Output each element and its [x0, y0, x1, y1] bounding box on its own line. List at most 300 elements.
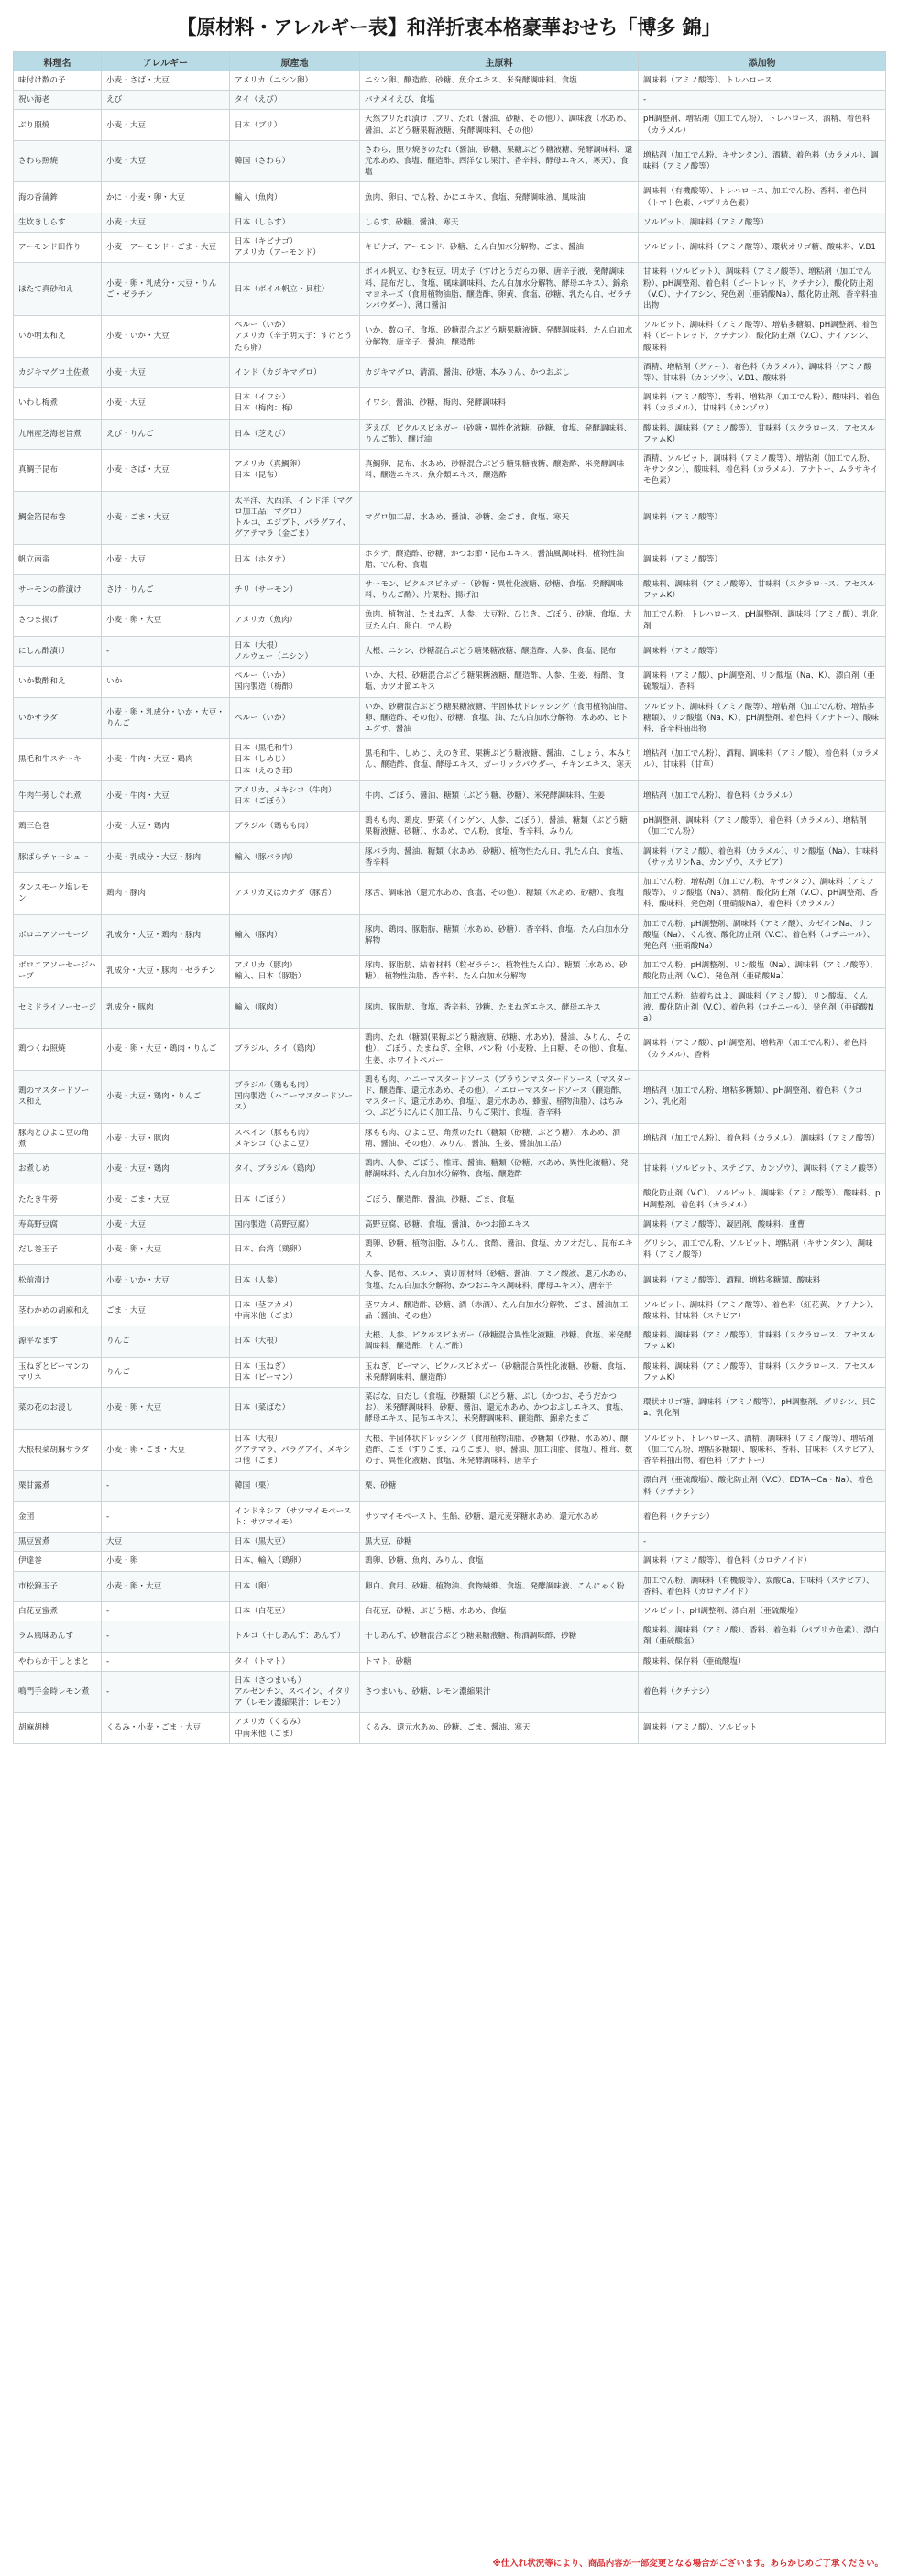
- main-ingredients-cell: 白花豆、砂糖、ぶどう糖、水あめ、食塩: [360, 1601, 639, 1621]
- allergy-cell: -: [102, 1621, 230, 1652]
- dish-name-cell: だし巻玉子: [14, 1235, 102, 1265]
- table-row: [14, 388, 886, 419]
- additives-cell: 増粘剤（加工でん粉）、酒精、調味料（アミノ酸）、着色料（カラメル）、甘味料（甘草）: [639, 739, 886, 781]
- table-row: [14, 1552, 886, 1571]
- main-ingredients-cell: サツマイモペースト、生餡、砂糖、還元麦芽糖水あめ、還元水あめ: [360, 1501, 639, 1532]
- additives-cell: 漂白剤（亜硫酸塩）、酸化防止剤（V.C）、EDTA−Ca・Na）、着色料（クチナシ）: [639, 1471, 886, 1501]
- dish-name-cell: ほたて真砂和え: [14, 263, 102, 316]
- dish-name-cell: 寿高野豆腐: [14, 1215, 102, 1234]
- origin-cell: 日本（ごぼう）: [230, 1184, 360, 1215]
- origin-cell: ブラジル（鶏もも肉） 国内製造（ハニーマスタードソース）: [230, 1070, 360, 1123]
- dish-name-cell: 伊達巻: [14, 1552, 102, 1571]
- additives-cell: 加工でん粉、pH調整剤、調味料（アミノ酸）、カゼインNa、リン酸塩（Na）、くん液、酸化防止剤（V.C）、着色料（コチニール）、発色剤（亜硝酸Na）: [639, 914, 886, 956]
- ingredients-allergy-table: [13, 51, 886, 1744]
- origin-cell: 輸入（豚肉）: [230, 987, 360, 1029]
- dish-name-cell: ボロニアソーセージハーブ: [14, 956, 102, 987]
- allergy-cell: 乳成分・大豆・鶏肉・豚肉: [102, 914, 230, 956]
- allergy-cell: えび・りんご: [102, 419, 230, 449]
- table-row: [14, 182, 886, 213]
- origin-cell: ペルー（いか） アメリカ（辛子明太子：すけとうたら卵）: [230, 316, 360, 358]
- origin-cell: 日本（しらす）: [230, 213, 360, 232]
- additives-cell: 調味料（アミノ酸等）: [639, 636, 886, 666]
- additives-cell: 調味料（アミノ酸等）、香料、増粘剤（加工でん粉）、酸味料、着色料（カラメル）、甘味料（カンゾウ）: [639, 388, 886, 419]
- main-ingredients-cell: 大根、人参、ピクルスビネガー（砂糖混合異性化液糖、砂糖、食塩、米発酵調味料、醸造酢、りんご酢）: [360, 1326, 639, 1357]
- origin-cell: アメリカ（真鯛卵） 日本（昆布）: [230, 450, 360, 492]
- main-ingredients-cell: 栗、砂糖: [360, 1471, 639, 1501]
- origin-cell: 日本（ブリ）: [230, 110, 360, 140]
- main-ingredients-cell: 豚肉、鶏肉、豚脂肪、糖類（水あめ、砂糖）、香辛料、食塩、たん白加水分解物: [360, 914, 639, 956]
- additives-cell: 酸味料、調味料（アミノ酸等）、甘味料（スクラロース、アセスルファムK）: [639, 1357, 886, 1387]
- main-ingredients-cell: 大根、半固体状ドレッシング（食用植物油脂、砂糖類（砂糖、水あめ）、醸造酢、ごま（すりごま、ねりごま）、卵、醤油、加工油脂、食塩）、椎茸、数の子、異性化液糖、食塩、米発酵調味料、唐辛子: [360, 1429, 639, 1471]
- main-ingredients-cell: 茎ワカメ、醸造酢、砂糖、酒（赤酒）、たん白加水分解物、ごま、醤油加工品（醤油、その他）: [360, 1295, 639, 1326]
- additives-cell: ソルビット、調味料（アミノ酸等）: [639, 213, 886, 232]
- dish-name-cell: いかサラダ: [14, 697, 102, 739]
- main-ingredients-cell: 黒大豆、砂糖: [360, 1533, 639, 1552]
- main-ingredients-cell: 牛肉、ごぼう、醤油、糖類（ぶどう糖、砂糖）、米発酵調味料、生姜: [360, 780, 639, 811]
- additives-cell: 調味料（アミノ酸）、pH調整剤、増粘剤（加工でん粉）、着色料（カラメル）、香料: [639, 1029, 886, 1071]
- origin-cell: スペイン（豚もも肉） メキシコ（ひよこ豆）: [230, 1123, 360, 1153]
- additives-cell: 酸味料、保存料（亜硫酸塩）: [639, 1652, 886, 1671]
- origin-cell: アメリカ（くるみ） 中南米他（ごま）: [230, 1713, 360, 1743]
- allergy-cell: りんご: [102, 1326, 230, 1357]
- additives-cell: -: [639, 1533, 886, 1552]
- additives-cell: ソルビット、調味料（アミノ酸等）、増粘剤（加工でん粉、増粘多糖類）、リン酸塩（Na、K）、pH調整剤、着色料（アナトー）、酸味料、香辛料抽出物: [639, 697, 886, 739]
- main-ingredients-cell: 鶏卵、砂糖、植物油脂、みりん、食酢、醤油、食塩、カツオだし、昆布エキス: [360, 1235, 639, 1265]
- dish-name-cell: いか明太和え: [14, 316, 102, 358]
- allergy-cell: 小麦・大豆: [102, 213, 230, 232]
- allergy-cell: くるみ・小麦・ごま・大豆: [102, 1713, 230, 1743]
- table-row: [14, 1070, 886, 1123]
- header-main-ingredients: 主原料: [360, 52, 639, 71]
- origin-cell: アメリカ（豚肉） 輸入、日本（豚脂）: [230, 956, 360, 987]
- main-ingredients-cell: 豚肉、豚脂肪、食塩、香辛料、砂糖、たまねぎエキス、酵母エキス: [360, 987, 639, 1029]
- main-ingredients-cell: いか、大根、砂糖混合ぶどう糖果糖液糖、醸造酢、人参、生姜、梅酢、食塩、カツオ節エキス: [360, 667, 639, 697]
- main-ingredients-cell: トマト、砂糖: [360, 1652, 639, 1671]
- origin-cell: 日本（ホタテ）: [230, 544, 360, 574]
- allergy-cell: -: [102, 1501, 230, 1532]
- allergy-cell: 小麦・ごま・大豆: [102, 1184, 230, 1215]
- origin-cell: 日本（イワシ） 日本（梅肉：梅）: [230, 388, 360, 419]
- origin-cell: 韓国（栗）: [230, 1471, 360, 1501]
- main-ingredients-cell: 黒毛和牛、しめじ、えのき茸、果糖ぶどう糖液糖、醤油、こしょう、本みりん、醸造酢、食塩、酵母エキス、ガーリックパウダー、チキンエキス、寒天: [360, 739, 639, 781]
- additives-cell: 調味料（アミノ酸）、pH調整剤、リン酸塩（Na、K）、漂白剤（亜硫酸塩）、香料: [639, 667, 886, 697]
- origin-cell: ブラジル（鶏もも肉）: [230, 812, 360, 842]
- additives-cell: 着色料（クチナシ）: [639, 1501, 886, 1532]
- origin-cell: 日本（卵）: [230, 1571, 360, 1601]
- allergy-cell: -: [102, 1601, 230, 1621]
- table-row: [14, 1154, 886, 1184]
- allergy-cell: -: [102, 1652, 230, 1671]
- table-row: [14, 491, 886, 544]
- main-ingredients-cell: キビナゴ、アーモンド、砂糖、たん白加水分解物、ごま、醤油: [360, 233, 639, 263]
- origin-cell: 日本（芝えび）: [230, 419, 360, 449]
- origin-cell: 日本（大根） ノルウェー（ニシン）: [230, 636, 360, 666]
- additives-cell: 酒精、ソルビット、調味料（アミノ酸等）、増粘剤（加工でん粉、キサンタン）、酸味料、着色料（カラメル）、アナトー、ムラサキイモ色素）: [639, 450, 886, 492]
- table-row: [14, 1326, 886, 1357]
- dish-name-cell: 黒豆蜜煮: [14, 1533, 102, 1552]
- dish-name-cell: お煮しめ: [14, 1154, 102, 1184]
- table-row: [14, 1713, 886, 1743]
- allergy-cell: 小麦・卵・大豆: [102, 1235, 230, 1265]
- dish-name-cell: カジキマグロ土佐煮: [14, 357, 102, 387]
- allergy-cell: さけ・りんご: [102, 574, 230, 605]
- header-allergy: アレルギー: [102, 52, 230, 71]
- dish-name-cell: 黒毛和牛ステーキ: [14, 739, 102, 781]
- allergy-cell: -: [102, 636, 230, 666]
- main-ingredients-cell: カジキマグロ、清酒、醤油、砂糖、本みりん、かつおぶし: [360, 357, 639, 387]
- origin-cell: 日本（玉ねぎ） 日本（ピーマン）: [230, 1357, 360, 1387]
- additives-cell: 調味料（アミノ酸）、着色料（カラメル）、リン酸塩（Na）、甘味料（サッカリンNa、カンゾウ、ステビア）: [639, 842, 886, 872]
- table-row: [14, 91, 886, 110]
- origin-cell: 日本、輸入（鶏卵）: [230, 1552, 360, 1571]
- additives-cell: 加工でん粉、増粘剤（加工でん粉、キサンタン）、調味料（アミノ酸等）、リン酸塩（Na）、酒精、酸化防止剤（V.C）、pH調整剤、香料、酸味料、発色剤（亜硝酸Na）、着色料（カラメル）: [639, 872, 886, 914]
- allergy-cell: 小麦・牛肉・大豆: [102, 780, 230, 811]
- origin-cell: 韓国（さわら）: [230, 140, 360, 182]
- additives-cell: 酸味料、調味料（アミノ酸等）、甘味料（スクラロース、アセスルファムK）: [639, 574, 886, 605]
- origin-cell: ブラジル、タイ（鶏肉）: [230, 1029, 360, 1071]
- dish-name-cell: 茎わかめの胡麻和え: [14, 1295, 102, 1326]
- table-row: [14, 606, 886, 636]
- dish-name-cell: 市松錦玉子: [14, 1571, 102, 1601]
- allergy-cell: 大豆: [102, 1533, 230, 1552]
- additives-cell: ソルビット、調味料（アミノ酸等）、環状オリゴ糖、酸味料、V.B1: [639, 233, 886, 263]
- additives-cell: ソルビット、pH調整剤、漂白剤（亜硫酸塩）: [639, 1601, 886, 1621]
- table-row: [14, 1671, 886, 1713]
- main-ingredients-cell: マグロ加工品、水あめ、醤油、砂糖、金ごま、食塩、寒天: [360, 491, 639, 544]
- allergy-cell: 小麦・卵・乳成分・いか・大豆・りんご: [102, 697, 230, 739]
- additives-cell: 着色料（クチナシ）: [639, 1671, 886, 1713]
- allergy-cell: 小麦・卵・大豆: [102, 1388, 230, 1430]
- dish-name-cell: 真鯛子昆布: [14, 450, 102, 492]
- allergy-cell: 小麦・乳成分・大豆・豚肉: [102, 842, 230, 872]
- table-row: [14, 842, 886, 872]
- dish-name-cell: 鶏つくね照焼: [14, 1029, 102, 1071]
- main-ingredients-cell: 天然ブリたれ漬け（ブリ、たれ（醤油、砂糖、その他））、調味液（水あめ、醤油、ぶどう糖果糖液糖、発酵調味料、その他）: [360, 110, 639, 140]
- origin-cell: アメリカ又はカナダ（豚舌）: [230, 872, 360, 914]
- additives-cell: 酸味料、調味料（アミノ酸）、香料、着色料（パプリカ色素）、漂白剤（亜硫酸塩）: [639, 1621, 886, 1652]
- origin-cell: 日本（茎ワカメ） 中南米他（ごま）: [230, 1295, 360, 1326]
- main-ingredients-cell: 豚肉、豚脂肪、結着材料（粒ゼラチン、植物性たん白）、糖類（水あめ、砂糖）、植物性油脂、香辛料、たん白加水分解物: [360, 956, 639, 987]
- origin-cell: タイ（トマト）: [230, 1652, 360, 1671]
- dish-name-cell: アーモンド田作り: [14, 233, 102, 263]
- dish-name-cell: 豚肉とひよこ豆の角煮: [14, 1123, 102, 1153]
- table-row: [14, 1357, 886, 1387]
- main-ingredients-cell: 魚肉、植物油、たまねぎ、人参、大豆粉、ひじき、ごぼう、砂糖、食塩、大豆たん白、卵白、でん粉: [360, 606, 639, 636]
- dish-name-cell: 鶏三色巻: [14, 812, 102, 842]
- main-ingredients-cell: 卵白、食用、砂糖、植物油、食物繊維、食塩、発酵調味液、こんにゃく粉: [360, 1571, 639, 1601]
- allergy-cell: 小麦・大豆: [102, 140, 230, 182]
- origin-cell: 輸入（魚肉）: [230, 182, 360, 213]
- dish-name-cell: 源平なます: [14, 1326, 102, 1357]
- main-ingredients-cell: しらす、砂糖、醤油、寒天: [360, 213, 639, 232]
- dish-name-cell: 松前漬け: [14, 1265, 102, 1295]
- main-ingredients-cell: サーモン、ビクルスビネガー（砂糖・異性化液糖、砂糖、食塩、発酵調味料、りんご酢）、片栗粉、揚げ油: [360, 574, 639, 605]
- origin-cell: ペルー（いか）: [230, 697, 360, 739]
- additives-cell: 調味料（有機酸等）、トレハロース、加工でん粉、香料、着色料（トマト色素、パプリカ色素）: [639, 182, 886, 213]
- dish-name-cell: 鶏のマスタードソース和え: [14, 1070, 102, 1123]
- table-row: [14, 1184, 886, 1215]
- allergy-cell: 小麦・卵・大豆: [102, 606, 230, 636]
- allergy-cell: 鶏肉・豚肉: [102, 872, 230, 914]
- origin-cell: 日本、台湾（鶏卵）: [230, 1235, 360, 1265]
- origin-cell: インド（カジキマグロ）: [230, 357, 360, 387]
- allergy-cell: 小麦・さば・大豆: [102, 71, 230, 91]
- origin-cell: 輸入（豚バラ肉）: [230, 842, 360, 872]
- table-row: [14, 450, 886, 492]
- main-ingredients-cell: 鶏もも肉、鶏皮、野菜（インゲン、人参、ごぼう）、醤油、糖類（ぶどう糖果糖液糖、砂糖）、水あめ、でん粉、食塩、香辛料、みりん: [360, 812, 639, 842]
- allergy-cell: 小麦・大豆・豚肉: [102, 1123, 230, 1153]
- table-row: [14, 914, 886, 956]
- origin-cell: 国内製造（高野豆腐）: [230, 1215, 360, 1234]
- additives-cell: グリシン、加工でん粉、ソルビット、増粘剤（キサンタン）、調味料（アミノ酸等）: [639, 1235, 886, 1265]
- table-row: [14, 956, 886, 987]
- table-row: [14, 1501, 886, 1532]
- table-row: [14, 263, 886, 316]
- main-ingredients-cell: 鶏もも肉、ハニーマスタードソース（ブラウンマスタードソース（マスタード、醸造酢、還元水あめ、その他）、イエローマスタードソース（醸造酢、マスタード、還元水あめ、食塩）、還元水あめ、蜂蜜、植物油脂）、はちみつ、ぶどうにんにく加工品、りんご果汁、食塩、香辛料: [360, 1070, 639, 1123]
- origin-cell: タイ（えび）: [230, 91, 360, 110]
- table-row: [14, 1652, 886, 1671]
- main-ingredients-cell: 鶏肉、たれ（糖類(果糖ぶどう糖液糖、砂糖、水あめ)、醤油、みりん、その他）、ごぼう、たまねぎ、全卵、パン粉（小麦粉、上白糖、その他）、食塩、生姜、ホワイトペパー: [360, 1029, 639, 1071]
- dish-name-cell: さわら照焼: [14, 140, 102, 182]
- main-ingredients-cell: 鶏肉、人参、ごぼう、椎茸、醤油、糖類（砂糖、水あめ、異性化液糖）、発酵調味料、たん白加水分解物、食塩、醸造酢: [360, 1154, 639, 1184]
- main-ingredients-cell: 干しあんず、砂糖混合ぶどう糖果糖液糖、梅酒調味酢、砂糖: [360, 1621, 639, 1652]
- dish-name-cell: 胡麻胡桃: [14, 1713, 102, 1743]
- footnote: ※仕入れ状況等により、商品内容が一部変更となる場合がございます。あらかじめご了承ください。: [492, 2559, 883, 2569]
- dish-name-cell: 菜の花のお浸し: [14, 1388, 102, 1430]
- dish-name-cell: 九州産芝海老旨煮: [14, 419, 102, 449]
- table-row: [14, 636, 886, 666]
- additives-cell: ソルビット、調味料（アミノ酸等）、着色料（紅花黄、クチナシ）、酸味料、甘味料（ステビア）: [639, 1295, 886, 1326]
- additives-cell: 増粘剤（加工でん粉）、着色料（カラメル）: [639, 780, 886, 811]
- table-row: [14, 419, 886, 449]
- table-row: [14, 1533, 886, 1552]
- allergy-cell: 小麦・大豆・鶏肉: [102, 812, 230, 842]
- allergy-cell: 小麦・いか・大豆: [102, 1265, 230, 1295]
- main-ingredients-cell: イワシ、醤油、砂糖、梅肉、発酵調味料: [360, 388, 639, 419]
- dish-name-cell: 海の香蒲鉾: [14, 182, 102, 213]
- main-ingredients-cell: くるみ、還元水あめ、砂糖、ごま、醤油、寒天: [360, 1713, 639, 1743]
- additives-cell: 加工でん粉、pH調整剤、リン酸塩（Na）、調味料（アミノ酸等）、酸化防止剤（V.C）、発色剤（亜硝酸Na）: [639, 956, 886, 987]
- table-row: [14, 697, 886, 739]
- additives-cell: 調味料（アミノ酸等）、酒精、増粘多糖類、酸味料: [639, 1265, 886, 1295]
- dish-name-cell: 玉ねぎとピーマンのマリネ: [14, 1357, 102, 1387]
- additives-cell: 加工でん粉、トレハロース、pH調整剤、調味料（アミノ酸）、乳化剤: [639, 606, 886, 636]
- table-row: [14, 1571, 886, 1601]
- main-ingredients-cell: ホタテ、醸造酢、砂糖、かつお節・昆布エキス、醤油風調味料、植物性油脂、でん粉、食塩: [360, 544, 639, 574]
- allergy-cell: いか: [102, 667, 230, 697]
- dish-name-cell: 帆立南蛮: [14, 544, 102, 574]
- allergy-cell: りんご: [102, 1357, 230, 1387]
- table-row: [14, 987, 886, 1029]
- origin-cell: トルコ（干しあんず：あんず）: [230, 1621, 360, 1652]
- origin-cell: タイ、ブラジル（鶏肉）: [230, 1154, 360, 1184]
- dish-name-cell: 大根根菜胡麻サラダ: [14, 1429, 102, 1471]
- main-ingredients-cell: 真鯛卵、昆布、水あめ、砂糖混合ぶどう糖果糖液糖、醸造酢、米発酵調味料、醸造エキス、魚介類エキス、醸造酢: [360, 450, 639, 492]
- allergy-cell: 小麦・ごま・大豆: [102, 491, 230, 544]
- dish-name-cell: たたき牛蒡: [14, 1184, 102, 1215]
- main-ingredients-cell: バナメイえび、食塩: [360, 91, 639, 110]
- origin-cell: 日本（さつまいも） アルゼンチン、スペイン、イタリア（レモン濃縮果汁：レモン）: [230, 1671, 360, 1713]
- additives-cell: 調味料（アミノ酸等）、凝固剤、酸味料、重曹: [639, 1215, 886, 1234]
- origin-cell: 日本（大根）: [230, 1326, 360, 1357]
- table-row: [14, 1295, 886, 1326]
- origin-cell: アメリカ（魚肉）: [230, 606, 360, 636]
- origin-cell: 日本（キビナゴ） アメリカ（アーモンド）: [230, 233, 360, 263]
- origin-cell: アメリカ（ニシン卵）: [230, 71, 360, 91]
- allergy-cell: ごま・大豆: [102, 1295, 230, 1326]
- main-ingredients-cell: 高野豆腐、砂糖、食塩、醤油、かつお節エキス: [360, 1215, 639, 1234]
- dish-name-cell: やわらか干しとまと: [14, 1652, 102, 1671]
- origin-cell: 日本（黒大豆）: [230, 1533, 360, 1552]
- origin-cell: 日本（人参）: [230, 1265, 360, 1295]
- origin-cell: チリ（サーモン）: [230, 574, 360, 605]
- allergy-cell: 小麦・卵: [102, 1552, 230, 1571]
- table-body: [14, 71, 886, 1744]
- allergy-cell: -: [102, 1471, 230, 1501]
- table-row: [14, 1029, 886, 1071]
- additives-cell: 加工でん粉、結着ちはよ、調味料（アミノ酸）、リン酸塩、くん液、酸化防止剤（V.C）、着色料（コチニール）、発色剤（亜硝酸Na）: [639, 987, 886, 1029]
- additives-cell: 調味料（アミノ酸等）、トレハロース: [639, 71, 886, 91]
- table-row: [14, 71, 886, 91]
- table-row: [14, 812, 886, 842]
- allergy-cell: 小麦・いか・大豆: [102, 316, 230, 358]
- table-row: [14, 544, 886, 574]
- main-ingredients-cell: 豚舌、調味液（還元水あめ、食塩、その他）、糖類（水あめ、砂糖）、食塩: [360, 872, 639, 914]
- dish-name-cell: 栗甘露煮: [14, 1471, 102, 1501]
- allergy-cell: -: [102, 1671, 230, 1713]
- table-row: [14, 357, 886, 387]
- additives-cell: pH調整剤、調味料（アミノ酸等）、着色料（カラメル）、増粘剤（加工でん粉）: [639, 812, 886, 842]
- additives-cell: -: [639, 91, 886, 110]
- origin-cell: ペルー（いか） 国内製造（梅酢）: [230, 667, 360, 697]
- main-ingredients-cell: 魚肉、卵白、でん粉、かにエキス、食塩、発酵調味液、風味油: [360, 182, 639, 213]
- allergy-cell: 小麦・卵・大豆: [102, 1571, 230, 1601]
- header-dish-name: 料理名: [14, 52, 102, 71]
- origin-cell: 日本（ボイル帆立・貝柱）: [230, 263, 360, 316]
- table-row: [14, 1621, 886, 1652]
- dish-name-cell: 豚ばらチャーシュー: [14, 842, 102, 872]
- dish-name-cell: 鳴門手金時レモン煮: [14, 1671, 102, 1713]
- allergy-cell: 小麦・さば・大豆: [102, 450, 230, 492]
- origin-cell: 日本（黒毛和牛） 日本（しめじ） 日本（えのき茸）: [230, 739, 360, 781]
- dish-name-cell: いか数酢和え: [14, 667, 102, 697]
- table-row: [14, 140, 886, 182]
- allergy-cell: 小麦・大豆: [102, 544, 230, 574]
- table-row: [14, 1388, 886, 1430]
- allergy-cell: 小麦・大豆: [102, 1215, 230, 1234]
- origin-cell: 日本（白花豆）: [230, 1601, 360, 1621]
- table-row: [14, 1235, 886, 1265]
- additives-cell: 調味料（アミノ酸等）: [639, 491, 886, 544]
- dish-name-cell: 祝い海老: [14, 91, 102, 110]
- origin-cell: 日本（大根） グアテマラ、パラグアイ、メキシコ他（ごま）: [230, 1429, 360, 1471]
- table-row: [14, 780, 886, 811]
- main-ingredients-cell: 菜ばな、白だし（食塩、砂糖類（ぶどう糖、ぶし（かつお、そうだかつお）、米発酵調味料、砂糖、醤油、還元水あめ、かつおぶしエキス、食塩、酵母エキス、昆布エキス）、米発酵調味料、醸造酢、錦糸たまご: [360, 1388, 639, 1430]
- main-ingredients-cell: 芝えび、ビクルスビネガー（砂糖・異性化液糖、砂糖、食塩、発酵調味料、りんご酢）、醸げ油: [360, 419, 639, 449]
- dish-name-cell: ぶり照焼: [14, 110, 102, 140]
- allergy-cell: 小麦・大豆: [102, 110, 230, 140]
- table-row: [14, 233, 886, 263]
- dish-name-cell: タンスモーク塩レモン: [14, 872, 102, 914]
- allergy-cell: 小麦・大豆: [102, 388, 230, 419]
- main-ingredients-cell: 豚もも肉、ひよこ豆、角煮のたれ（糖類（砂糖、ぶどう糖）、水あめ、酒精、醤油、その他）、みりん、醤油、生姜、醤油加工品）: [360, 1123, 639, 1153]
- table-row: [14, 1265, 886, 1295]
- additives-cell: 甘味料（ソルビット）、調味料（アミノ酸等）、増粘剤（加工でん粉）、pH調整剤、着色料（ビートレッド、クチナシ）、酸化防止剤（V.C）、ナイアシン、発色剤（亜硝酸Na）、酸化防止剤、香辛料抽出物: [639, 263, 886, 316]
- additives-cell: 環状オリゴ糖、調味料（アミノ酸等）、pH調整剤、グリシン、貝Ca、乳化剤: [639, 1388, 886, 1430]
- allergy-cell: 乳成分・豚肉: [102, 987, 230, 1029]
- dish-name-cell: さつま揚げ: [14, 606, 102, 636]
- dish-name-cell: 生炊きしらす: [14, 213, 102, 232]
- table-row: [14, 1123, 886, 1153]
- main-ingredients-cell: さつまいも、砂糖、レモン濃縮果汁: [360, 1671, 639, 1713]
- additives-cell: 酸味料、調味料（アミノ酸等）、甘味料（スクラロース、アセスルファムK）: [639, 1326, 886, 1357]
- table-row: [14, 110, 886, 140]
- dish-name-cell: ラム風味あんず: [14, 1621, 102, 1652]
- additives-cell: 甘味料（ソルビット、ステビア、カンゾウ）、調味料（アミノ酸等）: [639, 1154, 886, 1184]
- table-row: [14, 1601, 886, 1621]
- main-ingredients-cell: 人参、昆布、スルメ、漬け原材料（砂糖、醤油、アミノ酸液、還元水あめ、食塩、たん白加水分解物、かつおエキス調味料、酵母エキス）、唐辛子: [360, 1265, 639, 1295]
- allergy-cell: 小麦・卵・大豆・鶏肉・りんご: [102, 1029, 230, 1071]
- table-row: [14, 316, 886, 358]
- origin-cell: アメリカ、メキシコ（牛肉） 日本（ごぼう）: [230, 780, 360, 811]
- allergy-cell: 乳成分・大豆・豚肉・ゼラチン: [102, 956, 230, 987]
- dish-name-cell: 白花豆蜜煮: [14, 1601, 102, 1621]
- dish-name-cell: にしん酢漬け: [14, 636, 102, 666]
- additives-cell: 増粘剤（加工でん粉、増粘多糖類）、pH調整剤、着色料（ウコン）、乳化剤: [639, 1070, 886, 1123]
- table-row: [14, 739, 886, 781]
- additives-cell: ソルビット、トレハロース、酒精、調味料（アミノ酸等）、増粘剤（加工でん粉、増粘多糖類）、酸味料、香料、甘味料（ステビア）、香辛料抽出物、着色料（アナトー）: [639, 1429, 886, 1471]
- main-ingredients-cell: 大根、ニシン、砂糖混合ぶどう糖果糖液糖、醸造酢、人参、食塩、昆布: [360, 636, 639, 666]
- additives-cell: 調味料（アミノ酸）、ソルビット: [639, 1713, 886, 1743]
- table-header-row: [14, 52, 886, 71]
- table-row: [14, 1471, 886, 1501]
- origin-cell: 輸入（豚肉）: [230, 914, 360, 956]
- allergy-cell: 小麦・卵・乳成分・大豆・りんご・ゼラチン: [102, 263, 230, 316]
- main-ingredients-cell: ごぼう、醸造酢、醤油、砂糖、ごま、食塩: [360, 1184, 639, 1215]
- dish-name-cell: セミドライソーセージ: [14, 987, 102, 1029]
- main-ingredients-cell: いか、砂糖混合ぶどう糖果糖液糖、半固体状ドレッシング（食用植物油脂、卵、醸造酢、その他）、砂糖、食塩、油、たん白加水分解物、水あめ、ヒトエグサ、醤油: [360, 697, 639, 739]
- dish-name-cell: 金団: [14, 1501, 102, 1532]
- dish-name-cell: 味付け数の子: [14, 71, 102, 91]
- additives-cell: 調味料（アミノ酸等）、着色料（カロテノイド）: [639, 1552, 886, 1571]
- main-ingredients-cell: 豚バラ肉、醤油、糖類（水あめ、砂糖）、植物性たん白、乳たん白、食塩、香辛料: [360, 842, 639, 872]
- origin-cell: インドネシア（サツマイモペースト：サツマイモ）: [230, 1501, 360, 1532]
- additives-cell: 加工でん粉、調味料（有機酸等）、炭酸Ca、甘味料（ステビア）、香料、着色料（カロテノイド）: [639, 1571, 886, 1601]
- table-row: [14, 1429, 886, 1471]
- origin-cell: 太平洋、大西洋、インド洋（マグロ加工品：マグロ） トルコ、エジプト、パラグアイ、グアテマラ（金ごま）: [230, 491, 360, 544]
- dish-name-cell: サーモンの酢漬け: [14, 574, 102, 605]
- additives-cell: 酸化防止剤（V.C）、ソルビット、調味料（アミノ酸等）、酸味料、pH調整剤、着色料（カラメル）: [639, 1184, 886, 1215]
- allergy-cell: かに・小麦・卵・大豆: [102, 182, 230, 213]
- dish-name-cell: 牛肉牛蒡しぐれ煮: [14, 780, 102, 811]
- main-ingredients-cell: いか、数の子、食塩、砂糖混合ぶどう糖果糖液糖、発酵調味料、たん白加水分解物、唐辛子、醤油、醸造酢: [360, 316, 639, 358]
- allergy-cell: 小麦・大豆・鶏肉・りんご: [102, 1070, 230, 1123]
- allergy-cell: えび: [102, 91, 230, 110]
- additives-cell: ソルビット、調味料（アミノ酸等）、増粘多糖類、pH調整剤、着色料（ビートレッド、クチナシ）、酸化防止剤（V.C）、ナイアシン、酸味料: [639, 316, 886, 358]
- main-ingredients-cell: ニシン卵、醸造酢、砂糖、魚介エキス、米発酵調味料、食塩: [360, 71, 639, 91]
- table-row: [14, 213, 886, 232]
- dish-name-cell: ボロニアソーセージ: [14, 914, 102, 956]
- table-row: [14, 667, 886, 697]
- allergy-cell: 小麦・牛肉・大豆・鶏肉: [102, 739, 230, 781]
- origin-cell: 日本（菜ばな）: [230, 1388, 360, 1430]
- dish-name-cell: いわし梅煮: [14, 388, 102, 419]
- additives-cell: 増粘剤（加工でん粉）、着色料（カラメル）、調味料（アミノ酸等）: [639, 1123, 886, 1153]
- additives-cell: 調味料（アミノ酸等）: [639, 544, 886, 574]
- additives-cell: 酸味料、調味料（アミノ酸等）、甘味料（スクラロース、アセスルファムK）: [639, 419, 886, 449]
- additives-cell: 増粘剤（加工でん粉、キサンタン）、酒精、着色料（カラメル）、調味料（アミノ酸等）: [639, 140, 886, 182]
- additives-cell: 酒精、増粘剤（グァー）、着色料（カラメル）、調味料（アミノ酸等）、甘味料（カンゾウ）、V.B1、酸味料: [639, 357, 886, 387]
